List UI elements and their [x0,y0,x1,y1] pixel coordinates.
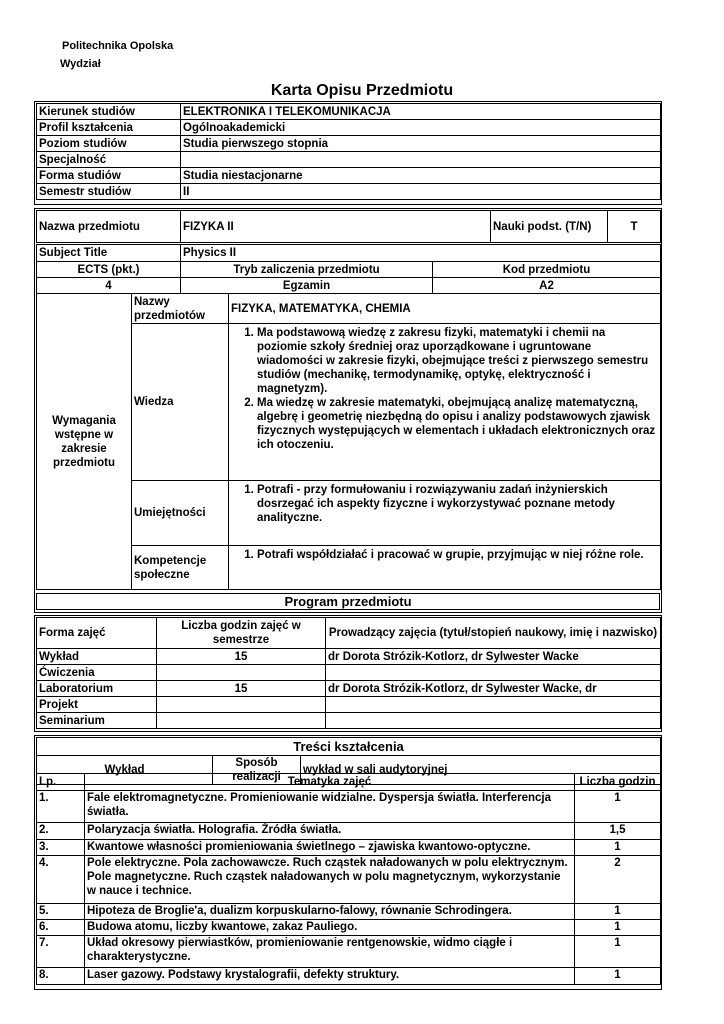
col-lp: Lp. [37,774,85,791]
content-topic: Fale elektromagnetyczne. Promieniowanie widzialne. Dyspersja światła. Interferencja światła. [85,791,575,823]
program-row [37,665,661,681]
content-hours: 1 [575,840,661,856]
study-info-label: Forma studiów [37,168,181,184]
mode-label: Tryb zaliczenia przedmiotu [181,262,433,278]
study-info-label: Kierunek studiów [37,104,181,120]
program-hours [157,665,326,681]
study-info-value: II [181,184,661,200]
study-info-value [181,152,661,168]
content-topic: Laser gazowy. Podstawy krystalografii, defekty struktury. [85,968,575,985]
program-form: Projekt [37,697,157,713]
basic-sciences-value: T [608,211,661,243]
content-row [37,823,661,840]
skills-cell [229,481,661,546]
col-hours: Liczba godzin zajęć w semestrze [157,618,326,649]
study-info-label: Semestr studiów [37,184,181,200]
program-section-title: Program przedmiotu [37,594,660,610]
method-label: Sposób realizacji [213,756,301,785]
content-row [37,840,661,856]
program-row [37,697,661,713]
content-lp: 2. [37,823,85,840]
study-info-label: Poziom studiów [37,136,181,152]
code-label: Kod przedmiotu [433,262,661,278]
content-hours: 1 [575,936,661,968]
content-lp: 6. [37,920,85,936]
content-topic: Kwantowe własności promieniowania świetlnego – zjawiska kwantowo-optyczne. [85,840,575,856]
content-hours: 1 [575,904,661,920]
program-row [37,713,661,729]
content-row [37,920,661,936]
study-info-value: ELEKTRONIKA I TELEKOMUNIKACJA [181,104,661,120]
study-info-label: Specjalność [37,152,181,168]
program-form: Wykład [37,649,157,665]
content-lp: 7. [37,936,85,968]
content-lp: 1. [37,791,85,823]
content-row [37,904,661,920]
program-teacher [326,697,661,713]
course-details-table [36,244,661,294]
lecture-label: Wykład [37,756,213,785]
skills-item: 1. Potrafi - przy formułowaniu i rozwiązywaniu zadań inżynierskich dosrzegać ich aspekty fizyczne i wykorzystywać poznane metody analityczne. [257,483,658,525]
study-info-row [37,120,661,136]
content-table [36,773,661,985]
program-table [36,617,661,729]
code-value: A2 [433,278,661,294]
program-form: Seminarium [37,713,157,729]
content-topic: Hipoteza de Broglie'a, dualizm korpuskularno-falowy, równanie Schrodingera. [85,904,575,920]
page-title: Karta Opisu Przedmiotu [270,82,454,99]
social-item: 1. Potrafi współdziałać i pracować w grupie, przyjmując w niej różne role. [257,548,658,562]
faculty-name: Wydział [60,58,101,70]
program-teacher [326,713,661,729]
content-hours: 1,5 [575,823,661,840]
content-topic: Układ okresowy pierwiastków, promieniowanie rentgenowskie, widmo ciągłe i charakterystyczne. [85,936,575,968]
program-teacher: dr Dorota Strózik-Kotlorz, dr Sylwester Wacke [326,649,661,665]
content-lp: 4. [37,856,85,904]
content-topic: Pole elektryczne. Pola zachowawcze. Ruch cząstek naładowanych w polu elektrycznym. Pole magnetyczne. Ruch cząstek naładowanych w polu magnetycznym, wykorzystanie w nauce i technice. [85,856,575,904]
courses-value: FIZYKA, MATEMATYKA, CHEMIA [229,294,661,324]
content-hours: 1 [575,968,661,985]
ects-value: 4 [37,278,181,294]
content-row [37,936,661,968]
program-title-table [36,593,660,610]
content-row [37,791,661,823]
program-row [37,649,661,665]
study-info-value: Studia niestacjonarne [181,168,661,184]
content-topic: Budowa atomu, liczby kwantowe, zakaz Pauliego. [85,920,575,936]
program-teacher [326,665,661,681]
basic-sciences-label: Nauki podst. (T/N) [491,211,608,243]
knowledge-cell [229,324,661,481]
skills-label: Umiejętności [132,481,229,546]
subject-title-value: Physics II [181,245,661,262]
method-value: wykład w sali audytoryjnej [301,756,661,785]
knowledge-item: 1. Ma podstawową wiedzę z zakresu fizyki, matematyki i chemii na poziomie szkoły średniej oraz uporządkowane i ugruntowane wiadomości w zakresie fizyki, obejmujące treści z pierwszego semestru studiów (mechanikę, termodynamikę, optykę, elektryczność i magnetyzm). [257,326,658,396]
knowledge-label: Wiedza [132,324,229,481]
study-info-row [37,152,661,168]
study-info-row [37,136,661,152]
subject-title-label: Subject Title [37,245,181,262]
program-hours: 15 [157,649,326,665]
study-info-row [37,104,661,120]
content-hours: 1 [575,920,661,936]
content-lp: 8. [37,968,85,985]
requirements-table [36,293,661,590]
col-topic-hours: Liczba godzin [575,774,661,791]
content-lp: 5. [37,904,85,920]
course-name-table [36,210,661,243]
course-name-value: FIZYKA II [181,211,491,243]
program-hours [157,713,326,729]
study-info-label: Profil kształcenia [37,120,181,136]
courses-label: Nazwy przedmiotów [132,294,229,324]
course-name-label: Nazwa przedmiotu [37,211,181,243]
content-lp: 3. [37,840,85,856]
program-hours: 15 [157,681,326,697]
university-name: Politechnika Opolska [62,40,174,52]
program-teacher: dr Dorota Strózik-Kotlorz, dr Sylwester Wacke, dr [326,681,661,697]
program-hours [157,697,326,713]
study-info-row [37,168,661,184]
col-teacher: Prowadzący zajęcia (tytuł/stopień naukowy, imię i nazwisko) [326,618,661,649]
content-section-title: Treści kształcenia [37,738,661,756]
study-info-value: Ogólnoakademicki [181,120,661,136]
col-topic: Tematyka zajęć [85,774,575,791]
social-cell [229,546,661,590]
mode-value: Egzamin [181,278,433,294]
content-topic: Polaryzacja światła. Holografia. Źródła światła. [85,823,575,840]
program-form: Laboratorium [37,681,157,697]
program-form: Ćwiczenia [37,665,157,681]
content-hours: 2 [575,856,661,904]
requirements-label: Wymagania wstępne w zakresie przedmiotu [37,294,132,590]
study-info-table [36,103,661,200]
study-info-value: Studia pierwszego stopnia [181,136,661,152]
knowledge-item: 2. Ma wiedzę w zakresie matematyki, obejmującą analizę matematyczną, algebrę i geometrię niezbędną do opisu i analizy podstawowych zjawisk fizycznych występujących w elementach i układach elektronicznych oraz ich otoczeniu. [257,396,658,452]
ects-label: ECTS (pkt.) [37,262,181,278]
study-info-row [37,184,661,200]
content-row [37,856,661,904]
col-form: Forma zajęć [37,618,157,649]
content-hours: 1 [575,791,661,823]
program-row [37,681,661,697]
content-row [37,968,661,985]
social-label: Kompetencje społeczne [132,546,229,590]
